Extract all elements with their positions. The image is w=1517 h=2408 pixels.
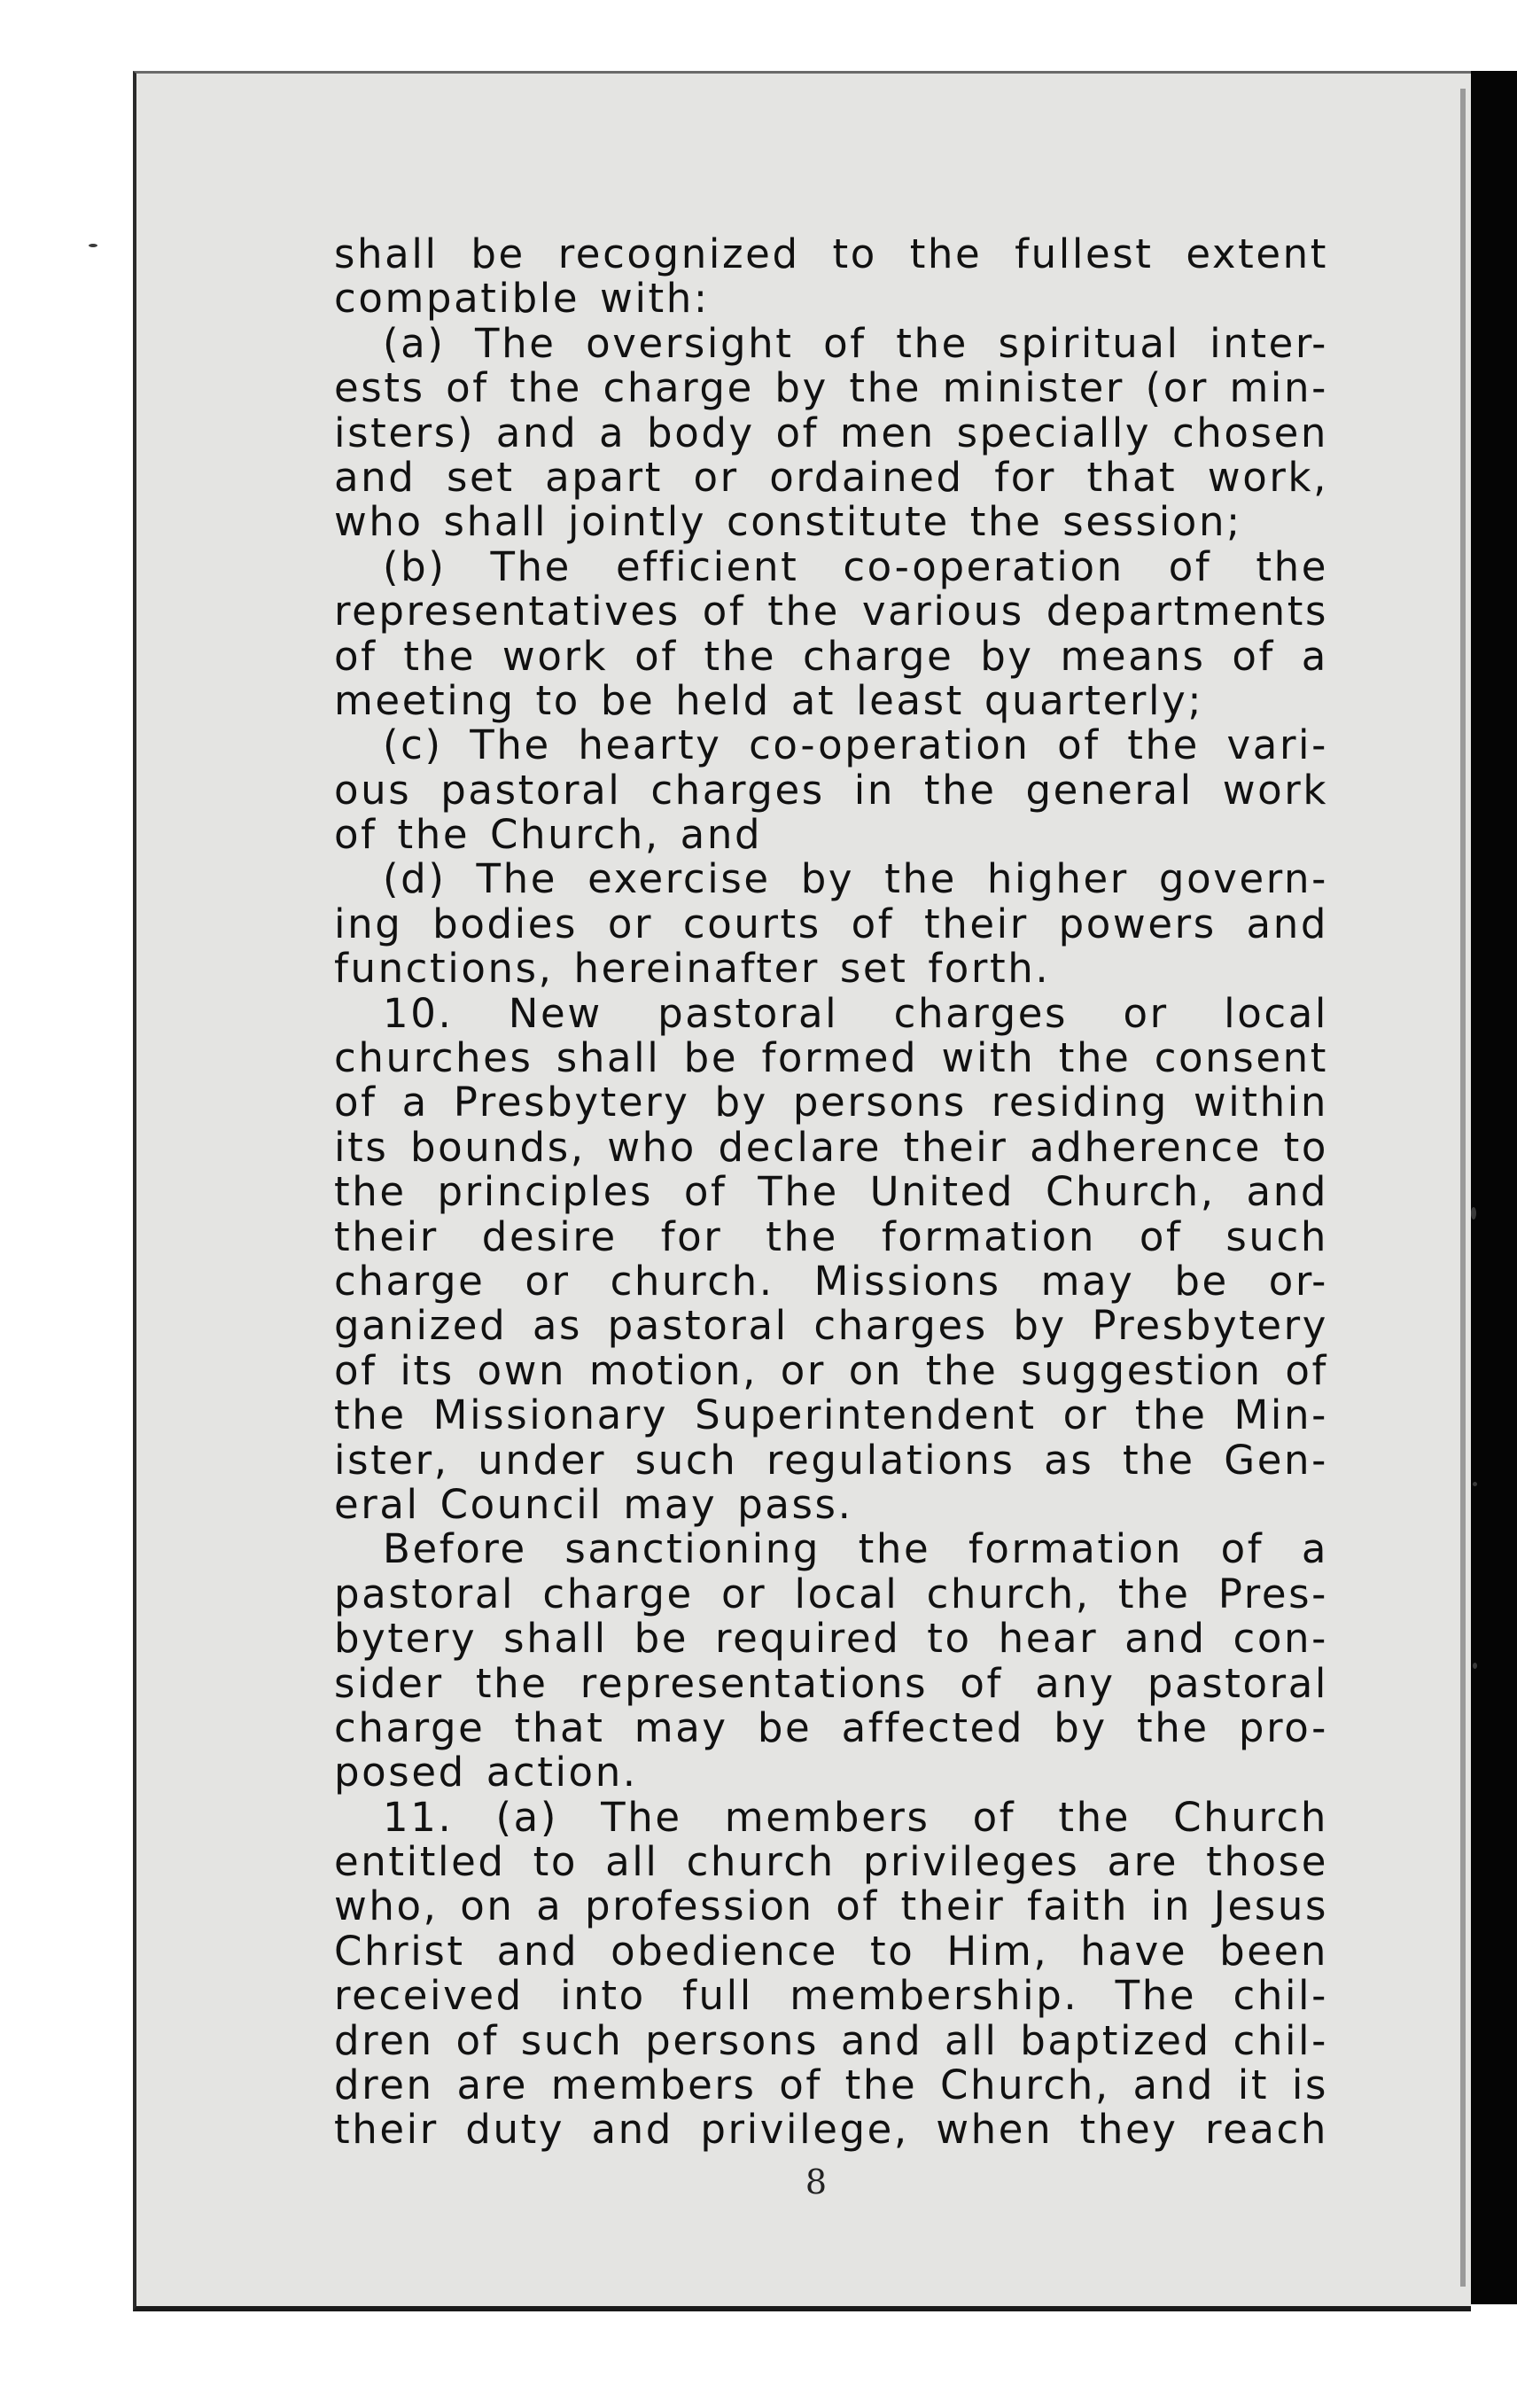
text-line: who shall jointly constitute the session; xyxy=(334,498,1242,546)
text-line: sider the representations of any pastoral xyxy=(334,1659,1328,1707)
text-line: compatible with: xyxy=(334,275,710,323)
text-line: the Missionary Superintendent or the Min- xyxy=(334,1391,1328,1439)
text-line: who, on a profession of their faith in Jesus xyxy=(334,1882,1328,1930)
scan-speck xyxy=(1473,1482,1477,1486)
text-line: (c) The hearty co-operation of the vari- xyxy=(383,721,1328,769)
text-line: dren are members of the Church, and it is xyxy=(334,2061,1328,2109)
text-line: Before sanctioning the formation of a xyxy=(383,1525,1328,1573)
text-line: of the work of the charge by means of a xyxy=(334,632,1328,680)
page-number: 8 xyxy=(805,2163,828,2201)
text-line: 11. (a) The members of the Church xyxy=(383,1793,1328,1841)
text-line: ous pastoral charges in the general work xyxy=(334,766,1328,814)
text-line: Christ and obedience to Him, have been xyxy=(334,1927,1328,1975)
text-line: ister, under such regulations as the Gen- xyxy=(334,1436,1328,1484)
scan-speck xyxy=(89,244,97,247)
text-line: their duty and privilege, when they reach xyxy=(334,2106,1328,2154)
text-line: of a Presbytery by persons residing within xyxy=(334,1079,1328,1126)
text-line: (b) The efficient co-operation of the xyxy=(383,542,1328,590)
text-line: ing bodies or courts of their powers and xyxy=(334,900,1328,947)
text-line: (a) The oversight of the spiritual inter- xyxy=(383,319,1328,367)
text-line: charge that may be affected by the pro- xyxy=(334,1703,1328,1751)
text-line: of its own motion, or on the suggestion of xyxy=(334,1346,1328,1394)
text-line: received into full membership. The chil- xyxy=(334,1972,1328,2020)
text-line: meeting to be held at least quarterly; xyxy=(334,676,1204,724)
text-line: functions, hereinafter set forth. xyxy=(334,945,1051,993)
text-line: 10. New pastoral charges or local xyxy=(383,989,1328,1037)
text-line: representatives of the various departments xyxy=(334,588,1328,635)
text-line: churches shall be formed with the consent xyxy=(334,1034,1328,1082)
page-edge-shadow xyxy=(1460,89,1466,2287)
text-line: its bounds, who declare their adherence to xyxy=(334,1123,1328,1171)
text-line: eral Council may pass. xyxy=(334,1480,853,1528)
text-line: (d) The exercise by the higher govern- xyxy=(383,855,1328,903)
text-line: ests of the charge by the minister (or min- xyxy=(334,364,1328,412)
text-line: and set apart or ordained for that work, xyxy=(334,453,1328,501)
body-text xyxy=(334,232,1328,2153)
text-line: pastoral charge or local church, the Pres- xyxy=(334,1570,1328,1617)
text-line: bytery shall be required to hear and con- xyxy=(334,1615,1328,1663)
text-line: of the Church, and xyxy=(334,811,763,859)
scan-speck xyxy=(1473,1663,1477,1669)
text-line: isters) and a body of men specially chosen xyxy=(334,409,1328,456)
scan-dark-margin xyxy=(1471,71,1517,2304)
text-line: the principles of The United Church, and xyxy=(334,1168,1328,1216)
scan-speck xyxy=(1471,1207,1476,1220)
text-line: dren of such persons and all baptized chil- xyxy=(334,2016,1328,2064)
text-line: their desire for the formation of such xyxy=(334,1212,1328,1260)
text-line: charge or church. Missions may be or- xyxy=(334,1257,1328,1305)
text-line: shall be recognized to the fullest extent xyxy=(334,230,1328,277)
text-line: posed action. xyxy=(334,1749,638,1796)
text-line: entitled to all church privileges are those xyxy=(334,1838,1328,1886)
text-line: ganized as pastoral charges by Presbytery xyxy=(334,1302,1328,1350)
